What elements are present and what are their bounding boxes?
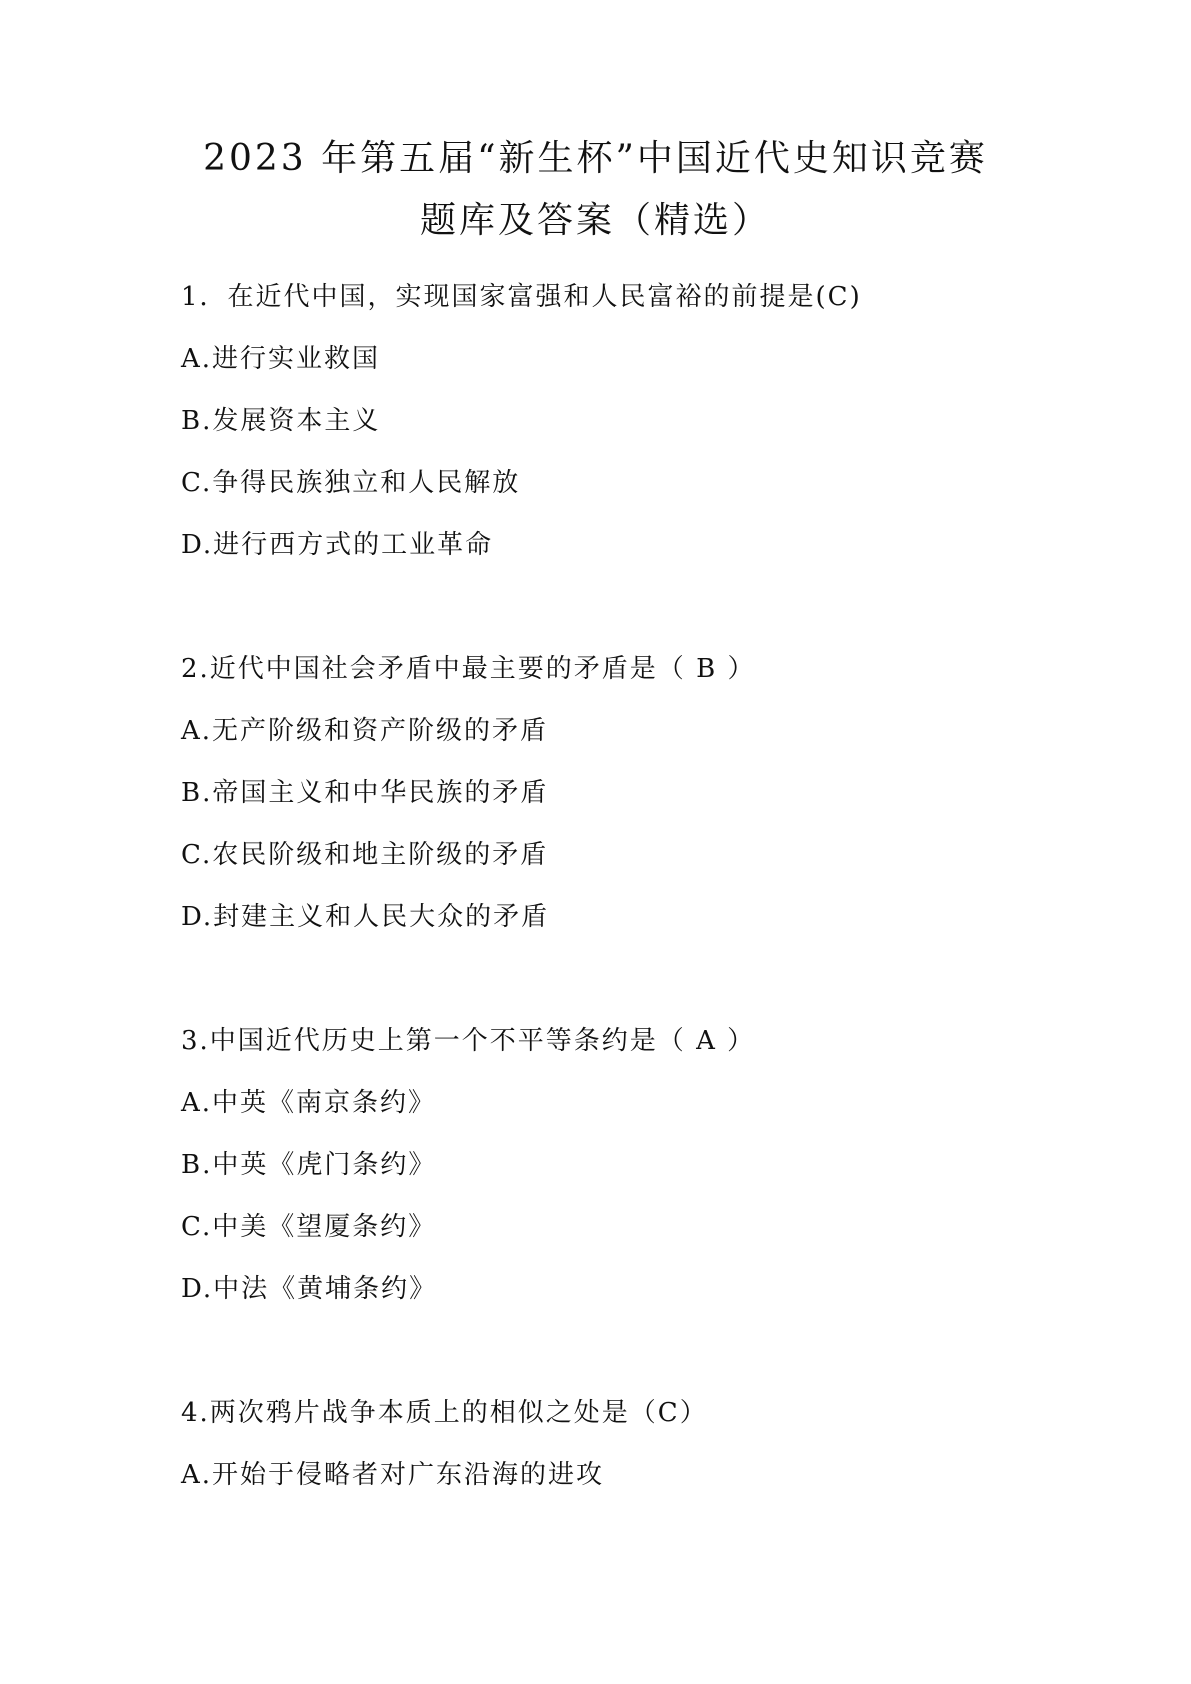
question-3-stem: 3.中国近代历史上第一个不平等条约是（ A ） [181, 1026, 756, 1056]
question-4-option-a: A.开始于侵略者对广东沿海的进攻 [181, 1460, 605, 1490]
question-1-option-d: D.进行西方式的工业革命 [181, 530, 494, 560]
question-1-stem: 1．在近代中国，实现国家富强和人民富裕的前提是(C) [181, 282, 862, 312]
document-title-line-1: 2023 年第五届“新生杯”中国近代史知识竞赛 [203, 138, 988, 179]
question-3-option-b: B.中英《虎门条约》 [181, 1150, 437, 1180]
question-1-option-b: B.发展资本主义 [181, 406, 381, 436]
question-1-option-a: A.进行实业救国 [181, 344, 381, 374]
question-2-option-c: C.农民阶级和地主阶级的矛盾 [181, 840, 549, 870]
question-4-stem: 4.两次鸦片战争本质上的相似之处是（C） [181, 1398, 708, 1428]
question-2-stem: 2.近代中国社会矛盾中最主要的矛盾是（ B ） [181, 654, 756, 684]
question-1-option-c: C.争得民族独立和人民解放 [181, 468, 521, 498]
question-3-option-a: A.中英《南京条约》 [181, 1088, 437, 1118]
question-2-option-a: A.无产阶级和资产阶级的矛盾 [181, 716, 549, 746]
question-2-option-b: B.帝国主义和中华民族的矛盾 [181, 778, 549, 808]
document-title-line-2: 题库及答案（精选） [419, 200, 771, 241]
question-3-option-c: C.中美《望厦条约》 [181, 1212, 437, 1242]
question-2-option-d: D.封建主义和人民大众的矛盾 [181, 902, 550, 932]
question-3-option-d: D.中法《黄埔条约》 [181, 1274, 438, 1304]
